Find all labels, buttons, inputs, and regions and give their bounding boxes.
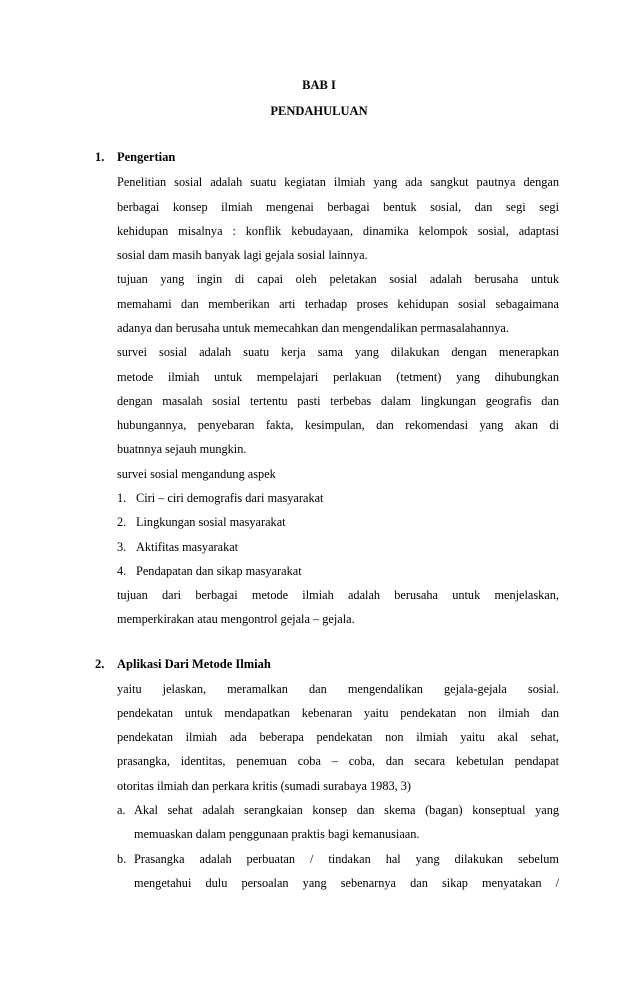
list-text: Pendapatan dan sikap masyarakat bbox=[136, 564, 302, 578]
alpha-continuation: memuaskan dalam penggunaan praktis bagi kemanusiaan. bbox=[134, 827, 420, 841]
paragraph-line: pendekatan untuk mendapatkan kebenaran yaitu pendekatan non ilmiah dan bbox=[117, 706, 559, 720]
list-item bbox=[117, 564, 302, 578]
paragraph-line: yaitu jelaskan, meramalkan dan mengendalikan gejala-gejala sosial. bbox=[117, 682, 559, 696]
paragraph-line: tujuan yang ingin di capai oleh peletakan sosial adalah berusaha untuk bbox=[117, 272, 559, 286]
section-2-title: Aplikasi Dari Metode Ilmiah bbox=[117, 657, 271, 671]
paragraph-line: memperkirakan atau mengontrol gejala – gejala. bbox=[117, 612, 355, 626]
paragraph-line: memahami dan memberikan arti terhadap proses kehidupan sosial sebagaimana bbox=[117, 297, 559, 311]
list-number: 3. bbox=[117, 540, 127, 554]
alpha-marker: b. bbox=[117, 852, 127, 866]
paragraph-line: hubungannya, penyebaran fakta, kesimpulan, dan rekomendasi yang akan di bbox=[117, 418, 559, 432]
list-number: 4. bbox=[117, 564, 127, 578]
paragraph-line: sosial dam masih banyak lagi gejala sosial lainnya. bbox=[117, 248, 368, 262]
list-number: 1. bbox=[117, 491, 127, 505]
chapter-title: PENDAHULUAN bbox=[270, 104, 368, 118]
section-2-number: 2. bbox=[95, 657, 105, 671]
paragraph-line: tujuan dari berbagai metode ilmiah adalah berusaha untuk menjelaskan, bbox=[117, 588, 559, 602]
paragraph-line: pendekatan ilmiah ada beberapa pendekatan non ilmiah yaitu akal sehat, bbox=[117, 730, 559, 744]
paragraph-line: metode ilmiah untuk mempelajari perlakuan (tetment) yang dihubungkan bbox=[117, 370, 559, 384]
paragraph-line: kehidupan misalnya : konflik kebudayaan, dinamika kelompok sosial, adaptasi bbox=[117, 224, 559, 238]
paragraph-line: adanya dan berusaha untuk memecahkan dan mengendalikan permasalahannya. bbox=[117, 321, 509, 335]
list-text: Lingkungan sosial masyarakat bbox=[136, 515, 286, 529]
alpha-text: Prasangka adalah perbuatan / tindakan hal yang dilakukan sebelum bbox=[134, 852, 559, 866]
chapter-heading: BAB I bbox=[302, 78, 336, 92]
alpha-list-item bbox=[117, 803, 559, 817]
paragraph-line: otoritas ilmiah dan perkara kritis (sumadi surabaya 1983, 3) bbox=[117, 779, 412, 793]
alpha-list-item bbox=[117, 852, 559, 866]
section-1-title: Pengertian bbox=[117, 150, 176, 164]
paragraph-line: Penelitian sosial adalah suatu kegiatan ilmiah yang ada sangkut pautnya dengan bbox=[117, 175, 559, 189]
list-item bbox=[117, 491, 323, 505]
paragraph-line: survei sosial adalah suatu kerja sama yang dilakukan dengan menerapkan bbox=[117, 345, 559, 359]
section-2-heading bbox=[95, 657, 271, 672]
paragraph-line: survei sosial mengandung aspek bbox=[117, 467, 276, 481]
alpha-continuation: mengetahui dulu persoalan yang sebenarnya dan sikap menyatakan / bbox=[134, 876, 559, 890]
alpha-text: Akal sehat adalah serangkaian konsep dan skema (bagan) konseptual yang bbox=[134, 803, 559, 817]
paragraph-line: berbagai konsep ilmiah mengenai berbagai bentuk sosial, dan segi segi bbox=[117, 200, 559, 214]
list-item bbox=[117, 540, 238, 554]
section-1-number: 1. bbox=[95, 150, 105, 164]
paragraph-line: prasangka, identitas, penemuan coba – coba, dan secara kebetulan pendapat bbox=[117, 754, 559, 768]
list-text: Aktifitas masyarakat bbox=[136, 540, 239, 554]
section-1-heading bbox=[95, 150, 175, 165]
paragraph-line: dengan masalah sosial tertentu pasti terbebas dalam lingkungan geografis dan bbox=[117, 394, 559, 408]
list-number: 2. bbox=[117, 515, 127, 529]
list-item bbox=[117, 515, 286, 529]
list-text: Ciri – ciri demografis dari masyarakat bbox=[136, 491, 324, 505]
alpha-marker: a. bbox=[117, 803, 126, 817]
paragraph-line: buatnnya sejauh mungkin. bbox=[117, 442, 247, 456]
